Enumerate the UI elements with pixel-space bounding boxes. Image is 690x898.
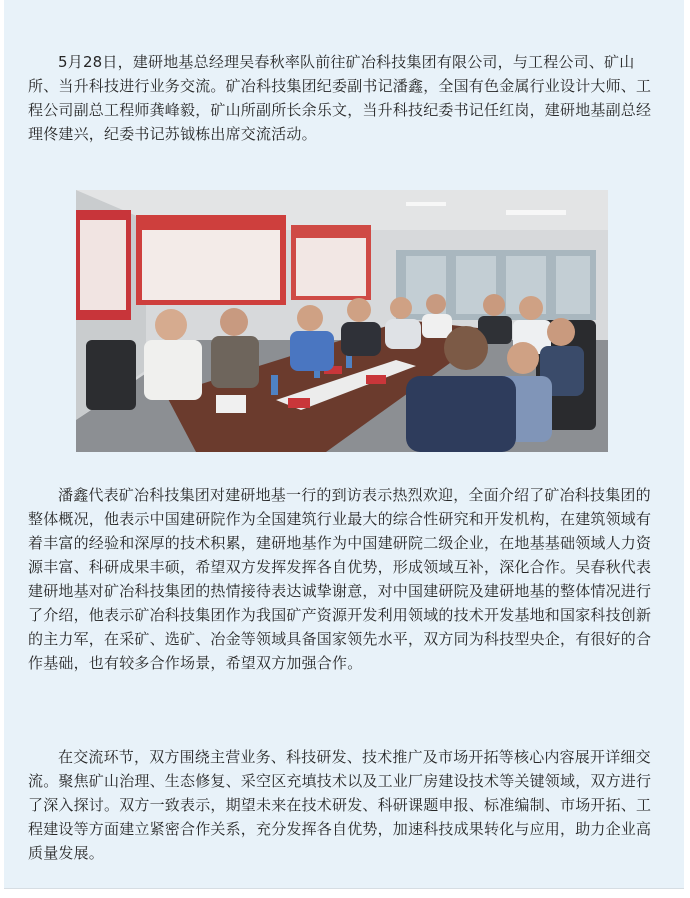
article-paragraph-3: 在交流环节，双方围绕主营业务、科技研发、技术推广及市场开拓等核心内容展开详细交流。聚焦矿山治理、生态修复、采空区充填技术以及工业厂房建设技术等关键领域，双方进行了深入探讨。双方一致表示，期望未来在技术研发、科研课题申报、标准编制、市场开拓、工程建设等方面建立紧密合作关系，充分发挥各自优势，加速科技成果转化与应用，助力企业高质量发展。 <box>28 748 652 862</box>
bottom-divider <box>4 888 684 889</box>
meeting-photo <box>76 190 608 452</box>
article-card <box>4 0 684 888</box>
article-paragraph-1: 5月28日，建研地基总经理吴春秋率队前往矿冶科技集团有限公司，与工程公司、矿山所、当升科技进行业务交流。矿冶科技集团纪委副书记潘鑫，全国有色金属行业设计大师、工程公司副总工程师龚峰毅，矿山所副所长余乐文，当升科技纪委书记任红岗，建研地基副总经理佟建兴，纪委书记苏钺栋出席交流活动。 <box>28 53 652 143</box>
article-paragraph-2: 潘鑫代表矿冶科技集团对建研地基一行的到访表示热烈欢迎，全面介绍了矿冶科技集团的整体概况，他表示中国建研院作为全国建筑行业最大的综合性研究和开发机构，在建筑领域有着丰富的经验和深厚的技术积累，建研地基作为中国建研院二级企业，在地基基础领域人力资源丰富、科研成果丰硕，希望双方发挥发挥各自优势，形成领域互补，深化合作。吴春秋代表建研地基对矿冶科技集团的热情接待表达诚挚谢意，对中国建研院及建研地基的整体情况进行了介绍，他表示矿冶科技集团作为我国矿产资源开发利用领域的技术开发基地和国家科技创新的主力军，在采矿、选矿、冶金等领域具备国家领先水平，双方同为科技型央企，有很好的合作基础，也有较多合作场景，希望双方加强合作。 <box>28 486 652 672</box>
